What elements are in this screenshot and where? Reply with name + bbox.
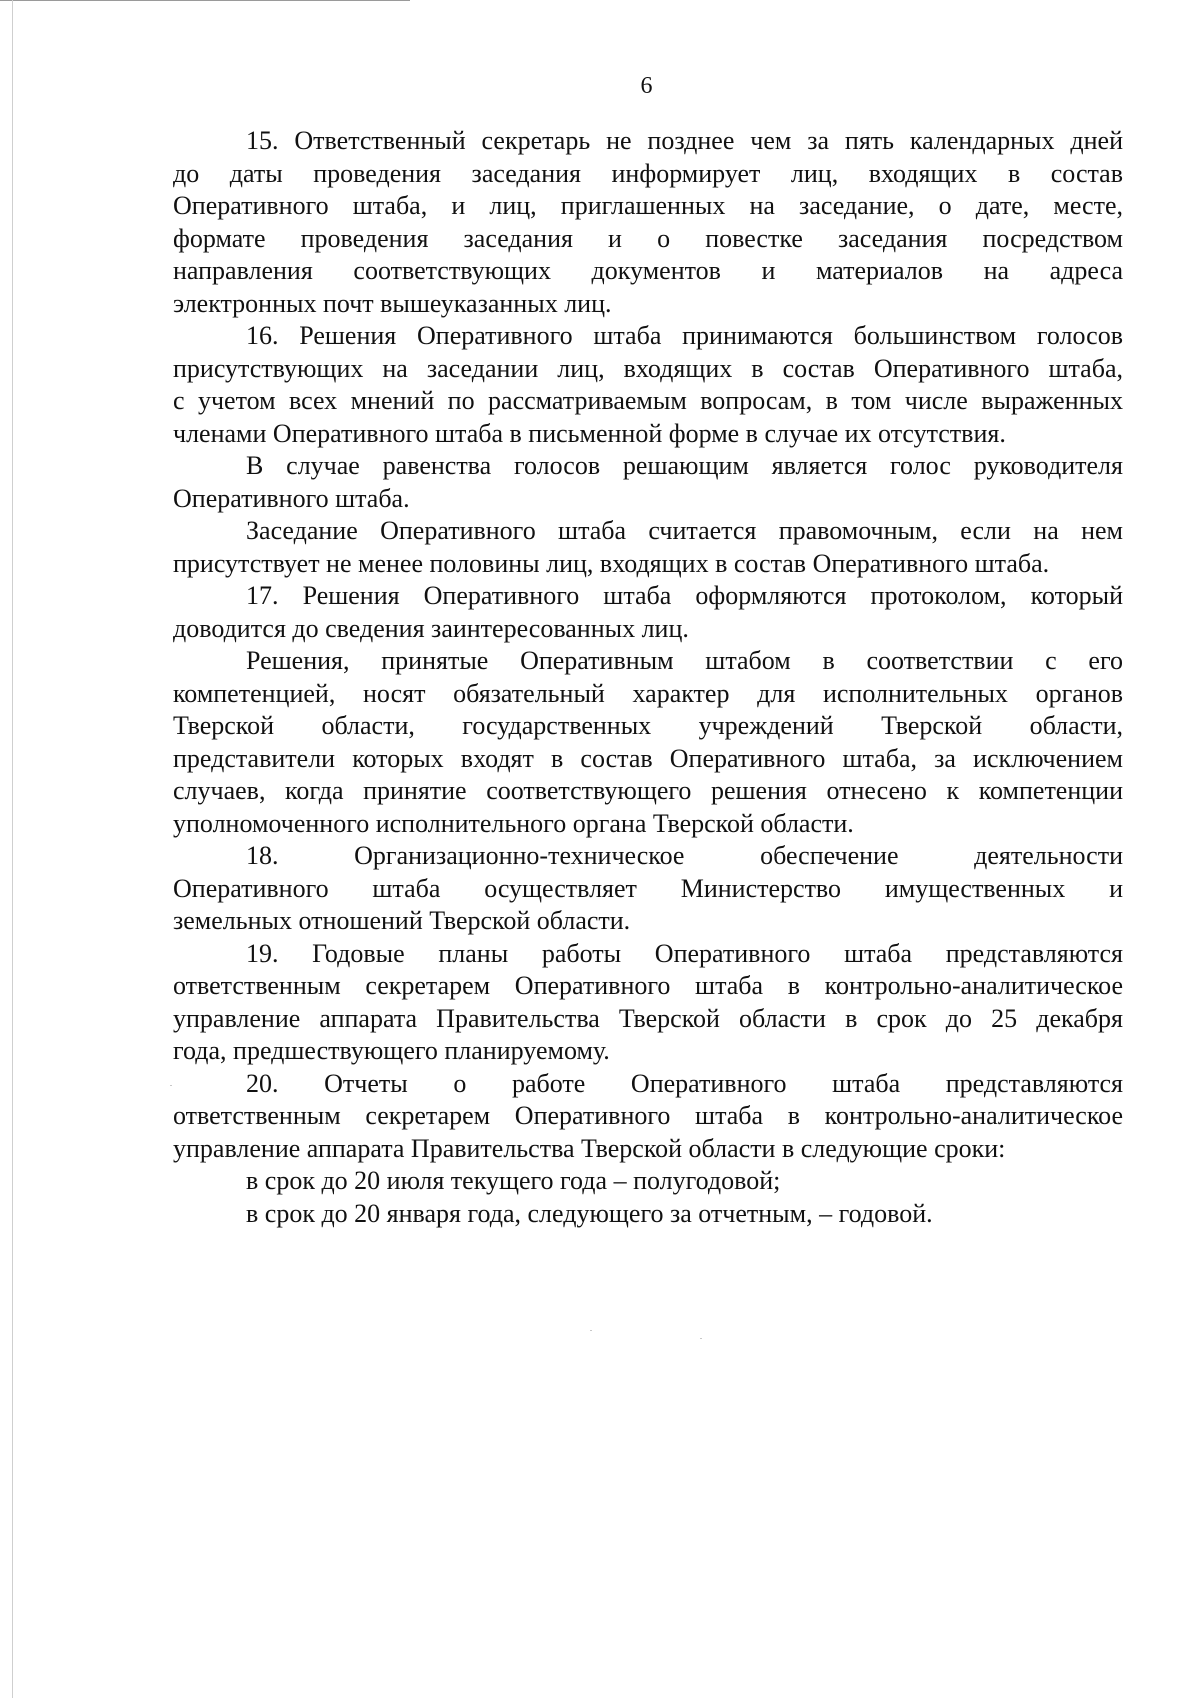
paragraph — [173, 125, 1123, 320]
text-line: 16. Решения Оперативного штаба принимаются большинством голосов — [246, 321, 1123, 350]
text-line: уполномоченного исполнительного органа Тверской области. — [173, 808, 854, 838]
paragraph — [173, 515, 1123, 580]
text-line: присутствующих на заседании лиц, входящих в состав Оперативного штаба, — [173, 353, 1123, 383]
text-line: членами Оперативного штаба в письменной форме в случае их отсутствия. — [173, 418, 1006, 448]
text-line: 15. Ответственный секретарь не позднее чем за пять календарных дней — [246, 126, 1123, 155]
paragraph — [173, 1198, 1123, 1231]
paragraph — [173, 580, 1123, 645]
paragraph — [173, 645, 1123, 840]
text-line: Решения, принятые Оперативным штабом в соответствии с его — [246, 646, 1123, 675]
text-line: компетенцией, носят обязательный характер для исполнительных органов — [173, 678, 1123, 708]
text-line: управление аппарата Правительства Тверской области в срок до 25 декабря — [173, 1003, 1123, 1033]
paragraph — [173, 1068, 1123, 1166]
paragraph — [173, 320, 1123, 450]
text-line: направления соответствующих документов и материалов на адреса — [173, 256, 1123, 285]
scan-edge-top — [0, 0, 410, 1]
paragraph — [173, 840, 1123, 938]
text-line: в срок до 20 июля текущего года – полугодовой; — [246, 1166, 781, 1195]
text-line: 19. Годовые планы работы Оперативного штаба представляются — [246, 938, 1123, 968]
scan-edge-left — [12, 0, 13, 1698]
text-line: Оперативного штаба. — [173, 483, 410, 513]
text-line: управление аппарата Правительства Тверской области в следующие сроки: — [173, 1133, 1006, 1163]
scan-speck — [700, 1338, 702, 1339]
text-line: ответственным секретарем Оперативного штаба в контрольно-аналитическое — [173, 1101, 1123, 1130]
text-line: случаев, когда принятие соответствующего решения отнесено к компетенции — [173, 776, 1123, 805]
text-line: В случае равенства голосов решающим является голос руководителя — [246, 451, 1123, 480]
text-line: Оперативного штаба, и лиц, приглашенных на заседание, о дате, месте, — [173, 191, 1123, 220]
scan-speck — [170, 1085, 172, 1086]
text-line: представители которых входят в состав Оперативного штаба, за исключением — [173, 743, 1123, 773]
paragraph — [173, 1165, 1123, 1198]
text-line: до даты проведения заседания информирует лиц, входящих в состав — [173, 158, 1123, 188]
scan-speck — [590, 1330, 592, 1331]
text-line: земельных отношений Тверской области. — [173, 906, 631, 935]
text-line: 20. Отчеты о работе Оперативного штаба представляются — [246, 1068, 1123, 1098]
text-line: присутствует не менее половины лиц, входящих в состав Оперативного штаба. — [173, 548, 1050, 578]
text-line: 18. Организационно-техническое обеспечение деятельности — [246, 841, 1123, 870]
text-line: в срок до 20 января года, следующего за отчетным, – годовой. — [246, 1198, 933, 1228]
text-line: 17. Решения Оперативного штаба оформляются протоколом, который — [246, 581, 1123, 610]
text-line: Заседание Оперативного штаба считается правомочным, если на нем — [246, 516, 1123, 545]
text-line: Оперативного штаба осуществляет Министерство имущественных и — [173, 873, 1123, 903]
text-line: Тверской области, государственных учреждений Тверской области, — [173, 711, 1123, 740]
text-line: доводится до сведения заинтересованных лиц. — [173, 613, 689, 643]
page-number: 6 — [640, 73, 653, 99]
text-line: ответственным секретарем Оперативного штаба в контрольно-аналитическое — [173, 971, 1123, 1000]
text-line: с учетом всех мнений по рассматриваемым вопросам, в том числе выраженных — [173, 386, 1123, 415]
document-body — [173, 125, 1123, 1230]
paragraph — [173, 450, 1123, 515]
paragraph — [173, 938, 1123, 1068]
text-line: года, предшествующего планируемому. — [173, 1036, 610, 1065]
text-line: формате проведения заседания и о повестке заседания посредством — [173, 223, 1123, 253]
text-line: электронных почт вышеуказанных лиц. — [173, 288, 612, 318]
